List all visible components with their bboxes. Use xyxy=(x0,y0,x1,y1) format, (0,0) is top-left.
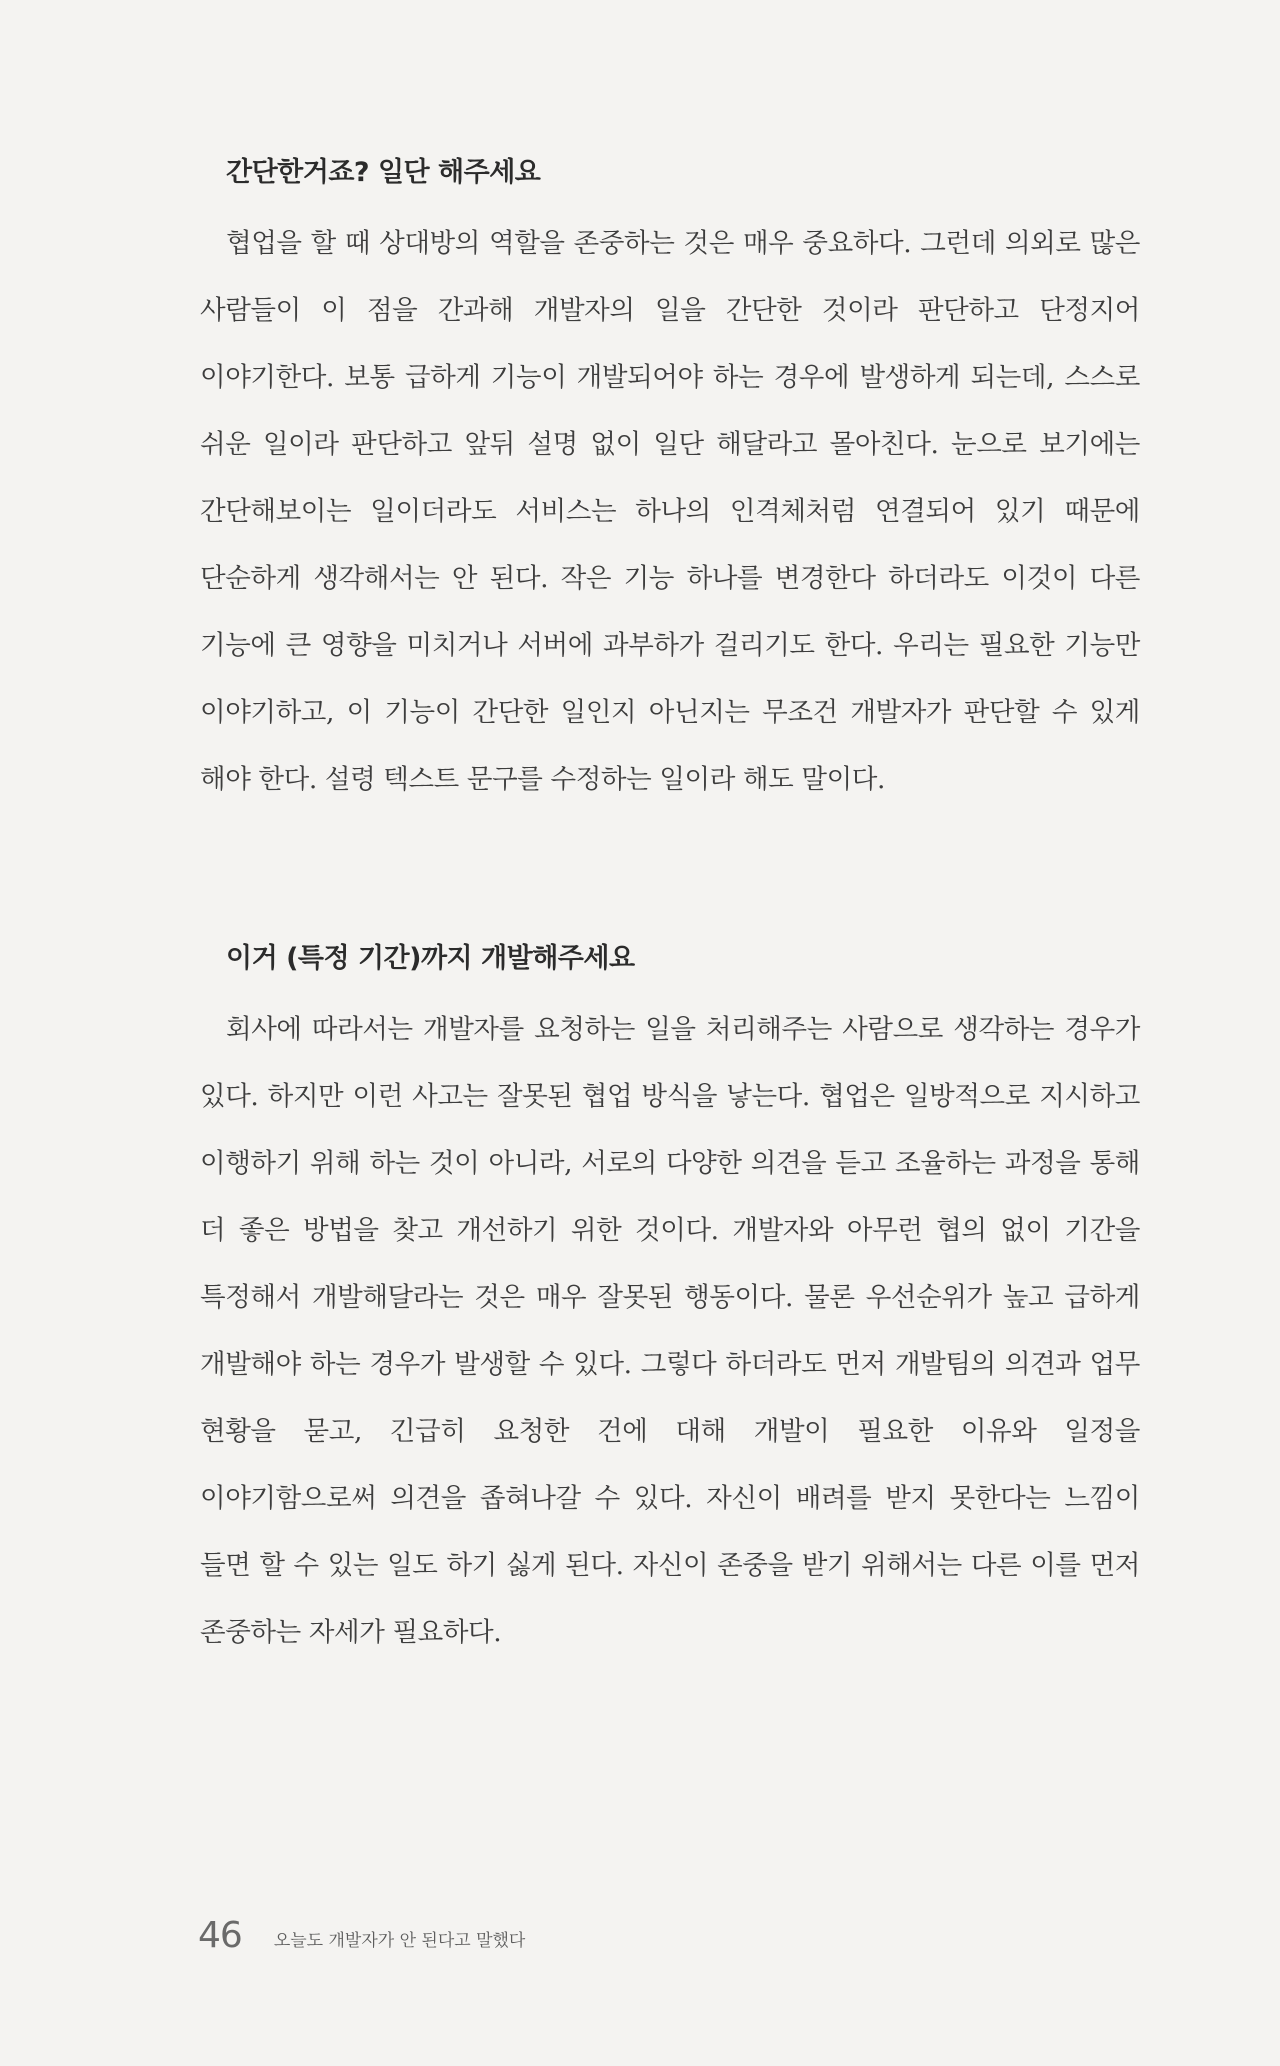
section-heading: 간단한거죠? 일단 해주세요 xyxy=(226,157,541,188)
page-number: 46 xyxy=(198,1915,242,1956)
section-paragraph: 협업을 할 때 상대방의 역할을 존중하는 것은 매우 중요하다. 그런데 의외로 많은 사람들이 이 점을 간과해 개발자의 일을 간단한 것이라 판단하고 단정지어 이야기한다. 보통 급하게 기능이 개발되어야 하는 경우에 발생하게 되는데, 스스로 쉬운 일이라 판단하고 앞뒤 설명 없이 일단 해달라고 몰아친다. 눈으로 보기에는 간단해보이는 일이더라도 서비스는 하나의 인격체처럼 연결되어 있기 때문에 단순하게 생각해서는 안 된다. 작은 기능 하나를 변경한다 하더라도 이것이 다른 기능에 큰 영향을 미치거나 서버에 과부하가 걸리기도 한다. 우리는 필요한 기능만 이야기하고, 이 기능이 간단한 일인지 아닌지는 무조건 개발자가 판단할 수 있게 해야 한다. 설령 텍스트 문구를 수정하는 일이라 해도 말이다. xyxy=(200,228,1140,795)
section-paragraph: 회사에 따라서는 개발자를 요청하는 일을 처리해주는 사람으로 생각하는 경우가 있다. 하지만 이런 사고는 잘못된 협업 방식을 낳는다. 협업은 일방적으로 지시하고 이행하기 위해 하는 것이 아니라, 서로의 다양한 의견을 듣고 조율하는 과정을 통해 더 좋은 방법을 찾고 개선하기 위한 것이다. 개발자와 아무런 협의 없이 기간을 특정해서 개발해달라는 것은 매우 잘못된 행동이다. 물론 우선순위가 높고 급하게 개발해야 하는 경우가 발생할 수 있다. 그렇다 하더라도 먼저 개발팀의 의견과 업무 현황을 묻고, 긴급히 요청한 건에 대해 개발이 필요한 이유와 일정을 이야기함으로써 의견을 좁혀나갈 수 있다. 자신이 배려를 받지 못한다는 느낌이 들면 할 수 있는 일도 하기 싫게 된다. 자신이 존중을 받기 위해서는 다른 이를 먼저 존중하는 자세가 필요하다. xyxy=(200,1014,1140,1648)
running-title: 오늘도 개발자가 안 된다고 말했다 xyxy=(273,1931,526,1951)
section-deadline-request xyxy=(200,936,1140,1666)
page-footer xyxy=(198,1906,525,1956)
section-heading: 이거 (특정 기간)까지 개발해주세요 xyxy=(226,943,635,974)
section-simple-task xyxy=(200,150,1140,813)
